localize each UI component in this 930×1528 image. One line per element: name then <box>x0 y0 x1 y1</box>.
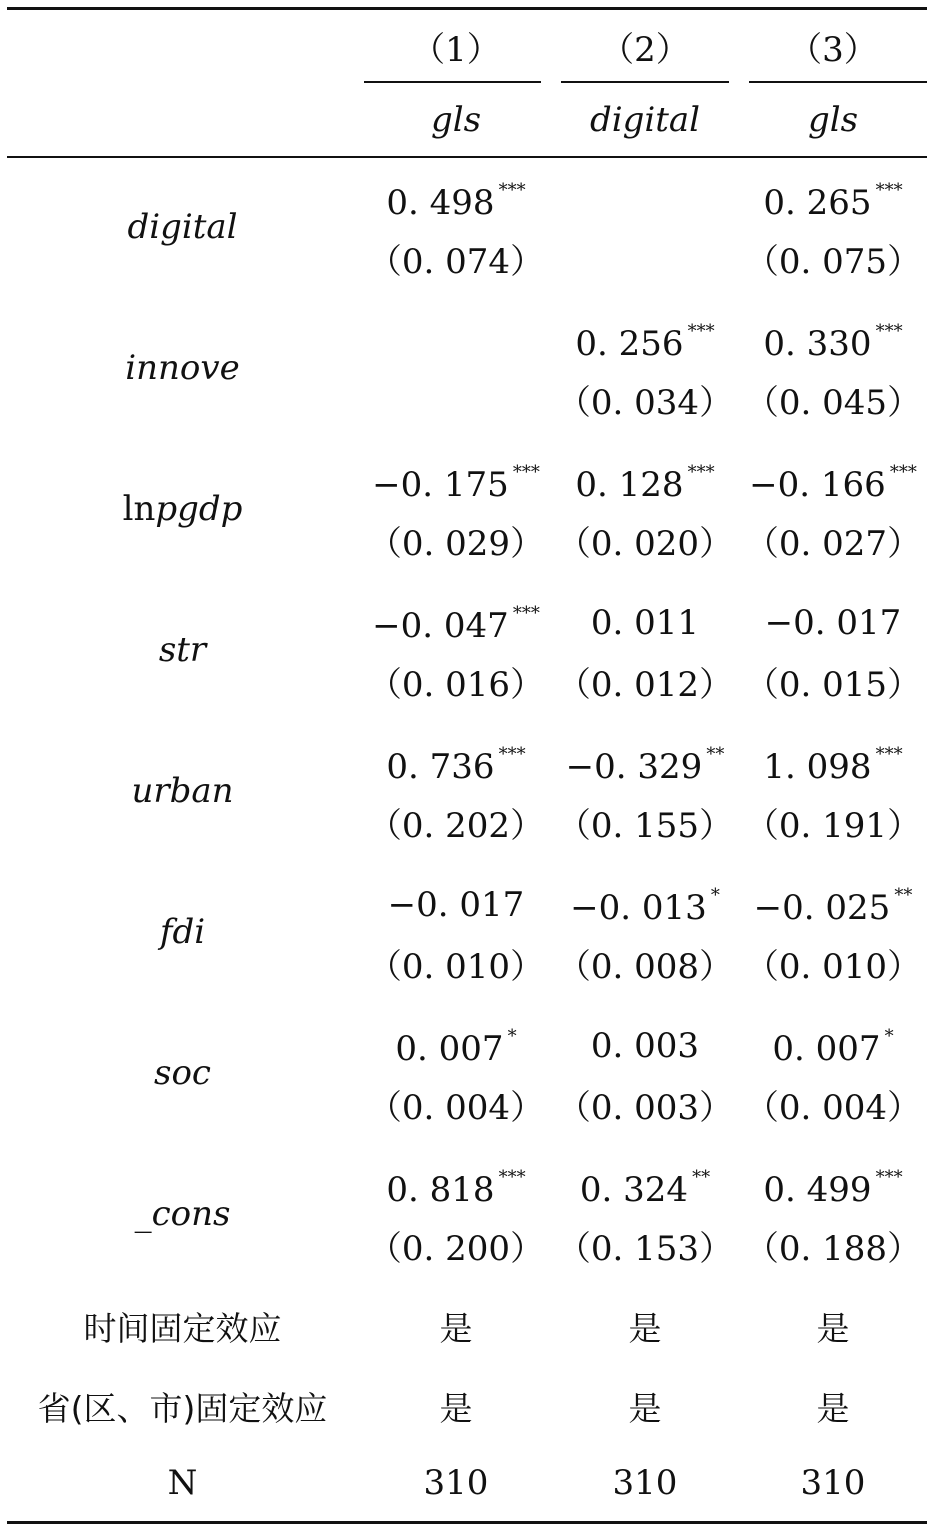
coefficient <box>356 603 556 646</box>
coefficient-value: −0. 329 <box>565 747 703 787</box>
standard-error: （0. 045） <box>744 383 922 423</box>
coefficient <box>733 1167 930 1210</box>
footer-value: 310 <box>423 1463 489 1503</box>
coefficient-value: 0. 330 <box>763 324 872 364</box>
footer-label: 时间固定效应 <box>83 1309 282 1348</box>
col1-underline <box>364 81 541 83</box>
standard-error: （0. 202） <box>367 806 545 846</box>
footer-value: 是 <box>628 1389 662 1428</box>
variable-label: urban <box>131 771 234 811</box>
coefficient <box>733 744 930 787</box>
significance-stars: ** <box>692 1167 711 1188</box>
significance-stars: *** <box>498 180 526 201</box>
col3-underline <box>749 81 927 83</box>
standard-error: （0. 004） <box>367 1088 545 1128</box>
variable-label: str <box>158 630 207 670</box>
col2-underline <box>561 81 729 83</box>
variable-name <box>0 1053 365 1093</box>
coefficient <box>356 180 556 223</box>
coefficient-value: 0. 128 <box>575 465 684 505</box>
coefficient-value: −0. 175 <box>372 465 509 505</box>
significance-stars: *** <box>687 321 715 342</box>
coefficient <box>356 1167 556 1210</box>
significance-stars: ** <box>706 744 725 765</box>
standard-error: （0. 010） <box>367 947 545 987</box>
coefficient-value: −0. 017 <box>387 885 525 925</box>
significance-stars: *** <box>512 603 540 624</box>
standard-error: （0. 191） <box>744 806 922 846</box>
coefficient-value: 0. 818 <box>386 1170 495 1210</box>
footer-value: 是 <box>628 1309 662 1348</box>
coefficient-value: −0. 017 <box>764 603 902 643</box>
variable-label: _cons <box>134 1194 231 1234</box>
variable-name <box>0 348 365 388</box>
coefficient-value: −0. 166 <box>749 465 886 505</box>
standard-error: （0. 003） <box>556 1088 734 1128</box>
coefficient <box>356 1026 556 1069</box>
coefficient-value: 0. 324 <box>579 1170 689 1210</box>
significance-stars: *** <box>875 1167 903 1188</box>
coefficient <box>733 603 930 643</box>
coefficient-value: 0. 007 <box>395 1029 504 1069</box>
coefficient-value: 1. 098 <box>763 747 872 787</box>
variable-prefix: ln <box>122 489 156 529</box>
column-number: （3） <box>788 30 878 70</box>
coefficient-value: 0. 498 <box>386 183 495 223</box>
standard-error: （0. 016） <box>367 665 545 705</box>
standard-error: （0. 155） <box>556 806 734 846</box>
significance-stars: * <box>884 1026 894 1047</box>
variable-label: pgdp <box>155 489 243 529</box>
coefficient <box>545 1167 745 1210</box>
significance-stars: *** <box>875 744 903 765</box>
variable-label: fdi <box>159 912 206 952</box>
coefficient <box>356 462 556 505</box>
standard-error: （0. 034） <box>556 383 734 423</box>
coefficient-value: 0. 499 <box>763 1170 872 1210</box>
variable-name <box>0 1194 365 1234</box>
variable-name <box>0 771 365 811</box>
significance-stars: *** <box>875 321 903 342</box>
coefficient <box>733 180 930 223</box>
footer-label: N <box>167 1463 198 1503</box>
variable-name <box>0 207 365 247</box>
dependent-variable: digital <box>589 100 701 140</box>
significance-stars: *** <box>889 462 917 483</box>
variable-label: soc <box>154 1053 211 1093</box>
coefficient-value: 0. 256 <box>575 324 684 364</box>
significance-stars: *** <box>512 462 540 483</box>
top-rule <box>7 7 927 10</box>
variable-name <box>0 489 365 529</box>
variable-name <box>0 912 365 952</box>
coefficient <box>545 462 745 505</box>
significance-stars: * <box>710 885 720 906</box>
dependent-variable: gls <box>807 100 859 140</box>
footer-value: 是 <box>816 1389 850 1428</box>
standard-error: （0. 010） <box>744 947 922 987</box>
column-number: （2） <box>600 30 690 70</box>
standard-error: （0. 029） <box>367 524 545 564</box>
standard-error: （0. 008） <box>556 947 734 987</box>
variable-label: innove <box>125 348 240 388</box>
standard-error: （0. 020） <box>556 524 734 564</box>
standard-error: （0. 188） <box>744 1229 922 1269</box>
header-rule <box>7 156 927 158</box>
significance-stars: ** <box>894 885 913 906</box>
footer-label: 省(区、市)固定效应 <box>37 1389 328 1428</box>
footer-value: 是 <box>439 1309 473 1348</box>
coefficient-value: 0. 003 <box>590 1026 700 1066</box>
standard-error: （0. 075） <box>744 242 922 282</box>
coefficient-value: 0. 011 <box>590 603 700 643</box>
coefficient <box>733 321 930 364</box>
standard-error: （0. 004） <box>744 1088 922 1128</box>
coefficient-value: −0. 047 <box>372 606 509 646</box>
coefficient <box>733 462 930 505</box>
coefficient <box>545 885 745 928</box>
coefficient <box>545 744 745 787</box>
significance-stars: *** <box>498 1167 526 1188</box>
footer-value: 310 <box>612 1463 678 1503</box>
coefficient <box>545 321 745 364</box>
footer-value: 是 <box>439 1389 473 1428</box>
coefficient <box>733 1026 930 1069</box>
standard-error: （0. 153） <box>556 1229 734 1269</box>
bottom-rule <box>7 1521 927 1524</box>
standard-error: （0. 015） <box>744 665 922 705</box>
significance-stars: *** <box>498 744 526 765</box>
coefficient <box>356 885 556 925</box>
significance-stars: * <box>507 1026 517 1047</box>
variable-name <box>0 630 365 670</box>
coefficient-value: 0. 265 <box>763 183 872 223</box>
coefficient <box>545 1026 745 1066</box>
coefficient-value: −0. 025 <box>753 888 891 928</box>
coefficient <box>356 744 556 787</box>
significance-stars: *** <box>875 180 903 201</box>
coefficient <box>545 603 745 643</box>
variable-label: digital <box>127 207 238 247</box>
column-number: （1） <box>411 30 501 70</box>
coefficient-value: 0. 007 <box>772 1029 881 1069</box>
standard-error: （0. 027） <box>744 524 922 564</box>
standard-error: （0. 200） <box>367 1229 545 1269</box>
dependent-variable: gls <box>430 100 482 140</box>
significance-stars: *** <box>687 462 715 483</box>
footer-value: 是 <box>816 1309 850 1348</box>
standard-error: （0. 074） <box>367 242 545 282</box>
coefficient-value: 0. 736 <box>386 747 495 787</box>
coefficient-value: −0. 013 <box>570 888 707 928</box>
footer-value: 310 <box>800 1463 866 1503</box>
coefficient <box>733 885 930 928</box>
standard-error: （0. 012） <box>556 665 734 705</box>
